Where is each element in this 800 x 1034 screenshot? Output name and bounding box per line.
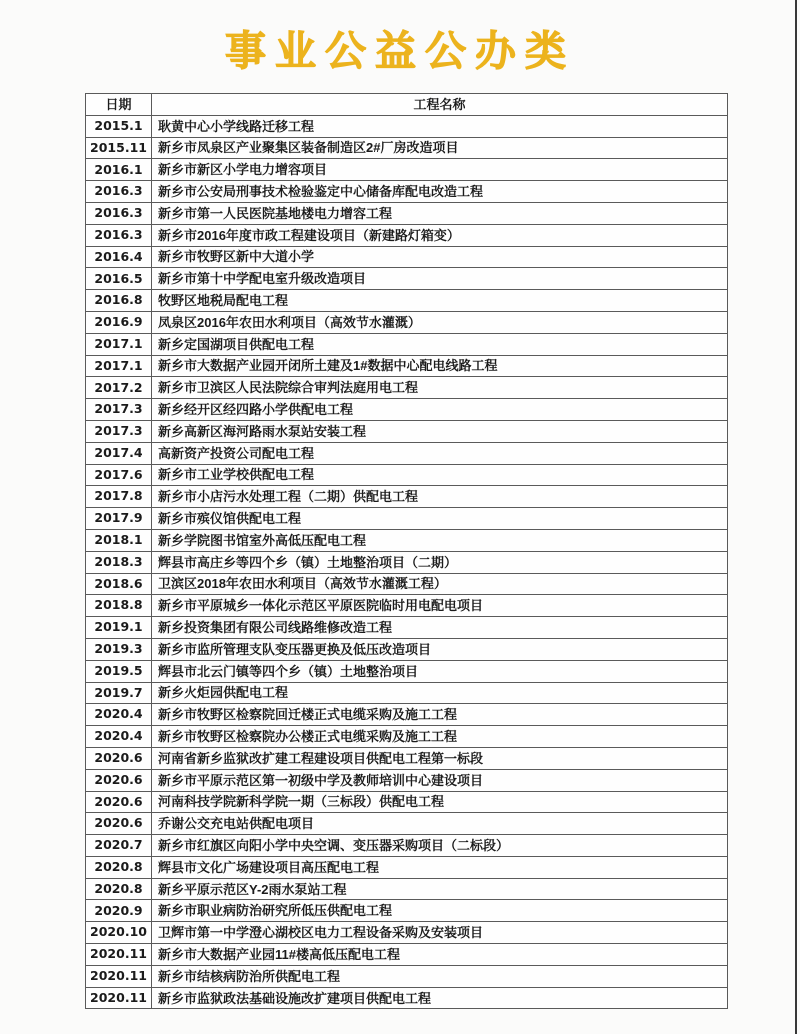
project-date: 2019.3 — [86, 638, 152, 660]
table-row — [86, 420, 728, 442]
table-row — [86, 900, 728, 922]
project-name: 卫辉市第一中学澄心湖校区电力工程设备采购及安装项目 — [152, 922, 728, 944]
table-row — [86, 617, 728, 639]
project-date: 2015.1 — [86, 115, 152, 137]
project-name: 新乡市卫滨区人民法院综合审判法庭用电工程 — [152, 377, 728, 399]
project-name-column-header: 工程名称 — [152, 94, 728, 116]
table-row — [86, 682, 728, 704]
table-row — [86, 399, 728, 421]
project-name: 新乡市大数据产业园开闭所土建及1#数据中心配电线路工程 — [152, 355, 728, 377]
project-date: 2017.9 — [86, 508, 152, 530]
project-name: 牧野区地税局配电工程 — [152, 290, 728, 312]
project-date: 2020.11 — [86, 944, 152, 966]
project-date: 2020.11 — [86, 965, 152, 987]
project-date: 2016.9 — [86, 311, 152, 333]
table-row — [86, 290, 728, 312]
project-date: 2015.11 — [86, 137, 152, 159]
table-row — [86, 813, 728, 835]
project-name: 新乡市监所管理支队变压器更换及低压改造项目 — [152, 638, 728, 660]
project-date: 2019.5 — [86, 660, 152, 682]
project-date: 2017.6 — [86, 464, 152, 486]
table-header-row — [86, 94, 728, 116]
project-date: 2016.1 — [86, 159, 152, 181]
project-name: 新乡市新区小学电力增容项目 — [152, 159, 728, 181]
project-date: 2016.5 — [86, 268, 152, 290]
project-date: 2016.8 — [86, 290, 152, 312]
table-row — [86, 987, 728, 1009]
table-row — [86, 638, 728, 660]
table-row — [86, 791, 728, 813]
project-name: 乔谢公交充电站供配电项目 — [152, 813, 728, 835]
project-name: 新乡市牧野区新中大道小学 — [152, 246, 728, 268]
project-name: 新乡市红旗区向阳小学中央空调、变压器采购项目（二标段） — [152, 835, 728, 857]
project-date: 2017.3 — [86, 420, 152, 442]
table-row — [86, 747, 728, 769]
project-date: 2018.1 — [86, 529, 152, 551]
project-date: 2020.11 — [86, 987, 152, 1009]
project-name: 新乡市2016年度市政工程建设项目（新建路灯箱变） — [152, 224, 728, 246]
project-name: 新乡市职业病防治研究所低压供配电工程 — [152, 900, 728, 922]
project-name: 新乡高新区海河路雨水泵站安装工程 — [152, 420, 728, 442]
project-name: 新乡经开区经四路小学供配电工程 — [152, 399, 728, 421]
table-row — [86, 551, 728, 573]
projects-table — [85, 93, 728, 1009]
project-date: 2016.3 — [86, 202, 152, 224]
project-date: 2020.10 — [86, 922, 152, 944]
project-name: 河南科技学院新科学院一期（三标段）供配电工程 — [152, 791, 728, 813]
page-title: 事业公益公办类 — [225, 28, 575, 74]
project-date: 2018.8 — [86, 595, 152, 617]
project-date: 2020.6 — [86, 747, 152, 769]
project-date: 2020.4 — [86, 704, 152, 726]
project-date: 2020.7 — [86, 835, 152, 857]
table-row — [86, 508, 728, 530]
table-row — [86, 311, 728, 333]
page-edge-line — [795, 0, 797, 1034]
project-name: 新乡市第一人民医院基地楼电力增容工程 — [152, 202, 728, 224]
table-row — [86, 333, 728, 355]
project-name: 辉县市高庄乡等四个乡（镇）土地整治项目（二期） — [152, 551, 728, 573]
project-name: 新乡市公安局刑事技术检验鉴定中心储备库配电改造工程 — [152, 181, 728, 203]
project-name: 新乡火炬园供配电工程 — [152, 682, 728, 704]
table-row — [86, 115, 728, 137]
project-name: 辉县市文化广场建设项目高压配电工程 — [152, 856, 728, 878]
project-name: 新乡平原示范区Y-2雨水泵站工程 — [152, 878, 728, 900]
table-row — [86, 922, 728, 944]
project-date: 2017.1 — [86, 355, 152, 377]
table-body — [86, 115, 728, 1009]
table-row — [86, 529, 728, 551]
date-column-header: 日期 — [86, 94, 152, 116]
project-date: 2019.1 — [86, 617, 152, 639]
project-date: 2018.3 — [86, 551, 152, 573]
project-name: 新乡学院图书馆室外高低压配电工程 — [152, 529, 728, 551]
table-row — [86, 464, 728, 486]
project-name: 辉县市北云门镇等四个乡（镇）土地整治项目 — [152, 660, 728, 682]
project-name: 新乡市牧野区检察院办公楼正式电缆采购及施工工程 — [152, 726, 728, 748]
project-name: 新乡市平原示范区第一初级中学及教师培训中心建设项目 — [152, 769, 728, 791]
table-row — [86, 835, 728, 857]
project-date: 2016.4 — [86, 246, 152, 268]
project-name: 新乡定国湖项目供配电工程 — [152, 333, 728, 355]
table-row — [86, 442, 728, 464]
project-name: 新乡市监狱政法基础设施改扩建项目供配电工程 — [152, 987, 728, 1009]
project-date: 2017.1 — [86, 333, 152, 355]
project-name: 新乡市大数据产业园11#楼高低压配电工程 — [152, 944, 728, 966]
project-date: 2017.4 — [86, 442, 152, 464]
project-name: 卫滨区2018年农田水利项目（高效节水灌溉工程） — [152, 573, 728, 595]
project-date: 2017.8 — [86, 486, 152, 508]
project-date: 2020.9 — [86, 900, 152, 922]
project-name: 新乡市结核病防治所供配电工程 — [152, 965, 728, 987]
table-row — [86, 856, 728, 878]
table-row — [86, 878, 728, 900]
table-row — [86, 769, 728, 791]
project-date: 2020.6 — [86, 813, 152, 835]
table-row — [86, 965, 728, 987]
project-date: 2020.8 — [86, 856, 152, 878]
table-row — [86, 595, 728, 617]
table-row — [86, 355, 728, 377]
project-name: 凤泉区2016年农田水利项目（高效节水灌溉） — [152, 311, 728, 333]
project-date: 2019.7 — [86, 682, 152, 704]
project-date: 2016.3 — [86, 224, 152, 246]
project-name: 新乡市工业学校供配电工程 — [152, 464, 728, 486]
table-row — [86, 486, 728, 508]
table-row — [86, 704, 728, 726]
table-row — [86, 246, 728, 268]
project-name: 耿黄中心小学线路迁移工程 — [152, 115, 728, 137]
table-row — [86, 268, 728, 290]
table-row — [86, 159, 728, 181]
table-row — [86, 726, 728, 748]
table-row — [86, 944, 728, 966]
table-row — [86, 377, 728, 399]
project-name: 新乡市小店污水处理工程（二期）供配电工程 — [152, 486, 728, 508]
table-row — [86, 660, 728, 682]
table-row — [86, 573, 728, 595]
project-name: 高新资产投资公司配电工程 — [152, 442, 728, 464]
table-row — [86, 202, 728, 224]
table-row — [86, 224, 728, 246]
project-date: 2020.6 — [86, 769, 152, 791]
table-row — [86, 181, 728, 203]
project-date: 2020.6 — [86, 791, 152, 813]
project-name: 新乡市平原城乡一体化示范区平原医院临时用电配电项目 — [152, 595, 728, 617]
project-name: 新乡市第十中学配电室升级改造项目 — [152, 268, 728, 290]
project-date: 2017.3 — [86, 399, 152, 421]
project-date: 2020.4 — [86, 726, 152, 748]
project-name: 新乡市凤泉区产业聚集区装备制造区2#厂房改造项目 — [152, 137, 728, 159]
project-name: 河南省新乡监狱改扩建工程建设项目供配电工程第一标段 — [152, 747, 728, 769]
project-name: 新乡投资集团有限公司线路维修改造工程 — [152, 617, 728, 639]
project-date: 2017.2 — [86, 377, 152, 399]
project-date: 2018.6 — [86, 573, 152, 595]
project-name: 新乡市殡仪馆供配电工程 — [152, 508, 728, 530]
project-date: 2020.8 — [86, 878, 152, 900]
project-date: 2016.3 — [86, 181, 152, 203]
project-name: 新乡市牧野区检察院回迁楼正式电缆采购及施工工程 — [152, 704, 728, 726]
table-row — [86, 137, 728, 159]
